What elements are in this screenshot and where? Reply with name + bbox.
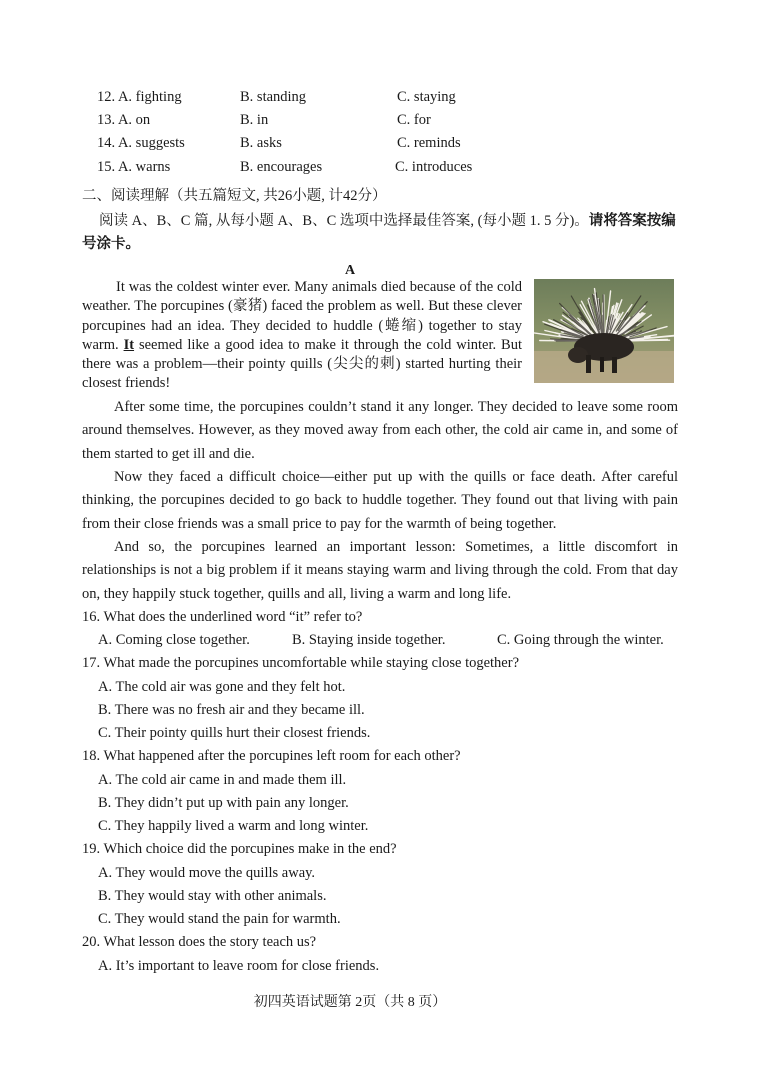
underlined-word: It: [123, 336, 135, 353]
option-a: 12. A. fighting: [97, 89, 182, 105]
quill: [629, 340, 669, 341]
passage-paragraph-4: And so, the porcupines learned an important lesson: Sometimes, a little discomfort in relationships is not a big problem if it means staying warm and living through the cold. From that day on, they happily stuck together, quills and all, living a warm and long life.: [82, 539, 678, 602]
quill: [603, 295, 604, 334]
option-b: B. encourages: [240, 159, 323, 175]
question-20-option-a: A. It’s important to leave room for close friends.: [98, 958, 380, 974]
option-c: C. introduces: [395, 159, 473, 175]
option-b: B. asks: [240, 135, 282, 151]
paragraph-text: It was the coldest winter ever. Many animals died because of the cold weather. The porcupines (豪猪) faced the problem as well. But these clever porcupines had an idea. They decided to huddle (蜷缩) together to stay warm.: [82, 279, 522, 353]
instruction-text: 阅读 A、B、C 篇, 从每小题 A、B、C 选项中选择最佳答案, (每小题 1. 5 分)。: [99, 213, 589, 229]
option-b: B. in: [240, 112, 269, 128]
passage-paragraph-2: After some time, the porcupines couldn’t stand it any longer. They decided to leave some room around themselves. However, as they moved away from each other, the cold air came in, and some of them started to get ill and die.: [82, 399, 678, 462]
option-row-12: [97, 87, 517, 107]
question-17-option-b: B. There was no fresh air and they became ill.: [98, 702, 365, 718]
passage-paragraph-3: Now they faced a difficult choice—either put up with the quills or face death. After careful thinking, the porcupines decided to go back to huddle together. They found out that living with pain from their close friends was a small price to pay for the warmth of being together.: [82, 469, 678, 532]
option-c: C. for: [397, 112, 431, 128]
section-heading: 二、阅读理解（共五篇短文, 共26小题, 计42分）: [82, 188, 387, 204]
question-18-option-c: C. They happily lived a warm and long winter.: [98, 818, 369, 834]
option-a: 13. A. on: [97, 112, 151, 128]
option-a: 14. A. suggests: [97, 135, 185, 151]
question-16-option-a: A. Coming close together.: [98, 632, 250, 648]
question-18-stem: 18. What happened after the porcupines left room for each other?: [82, 748, 461, 764]
option-c: C. staying: [397, 89, 456, 105]
question-16-stem: 16. What does the underlined word “it” refer to?: [82, 609, 363, 625]
section-instruction: [82, 210, 682, 256]
question-17-option-a: A. The cold air was gone and they felt hot.: [98, 679, 346, 695]
question-18-option-a: A. The cold air came in and made them ill.: [98, 772, 347, 788]
porcupine-photo: [534, 279, 674, 383]
question-19-option-b: B. They would stay with other animals.: [98, 888, 327, 904]
option-a: 15. A. warns: [97, 159, 171, 175]
instruction-bold-text: 请将答案按编号涂卡。: [82, 213, 676, 252]
question-19-option-a: A. They would move the quills away.: [98, 865, 316, 881]
question-17-stem: 17. What made the porcupines uncomfortable while staying close together?: [82, 655, 520, 671]
option-b: B. standing: [240, 89, 307, 105]
passage-title: A: [344, 263, 356, 278]
question-19-stem: 19. Which choice did the porcupines make in the end?: [82, 841, 397, 857]
option-c: C. reminds: [397, 135, 461, 151]
question-19-option-c: C. They would stand the pain for warmth.: [98, 911, 341, 927]
question-16-option-c: C. Going through the winter.: [497, 632, 664, 648]
question-16-option-b: B. Staying inside together.: [292, 632, 446, 648]
option-row-13: [97, 110, 517, 130]
option-row-15: [97, 157, 517, 177]
question-20-stem: 20. What lesson does the story teach us?: [82, 934, 317, 950]
question-17-option-c: C. Their pointy quills hurt their closest friends.: [98, 725, 371, 741]
page-footer: 初四英语试题第 2页（共 8 页）: [253, 995, 447, 1010]
passage-paragraph-1: [82, 278, 522, 394]
paragraph-text: seemed like a good idea to make it through the cold winter. But there was a problem—their pointy quills (尖尖的刺) started hurting their closest friends!: [82, 336, 523, 392]
question-18-option-b: B. They didn’t put up with pain any longer.: [98, 795, 349, 811]
option-row-14: [97, 133, 517, 153]
